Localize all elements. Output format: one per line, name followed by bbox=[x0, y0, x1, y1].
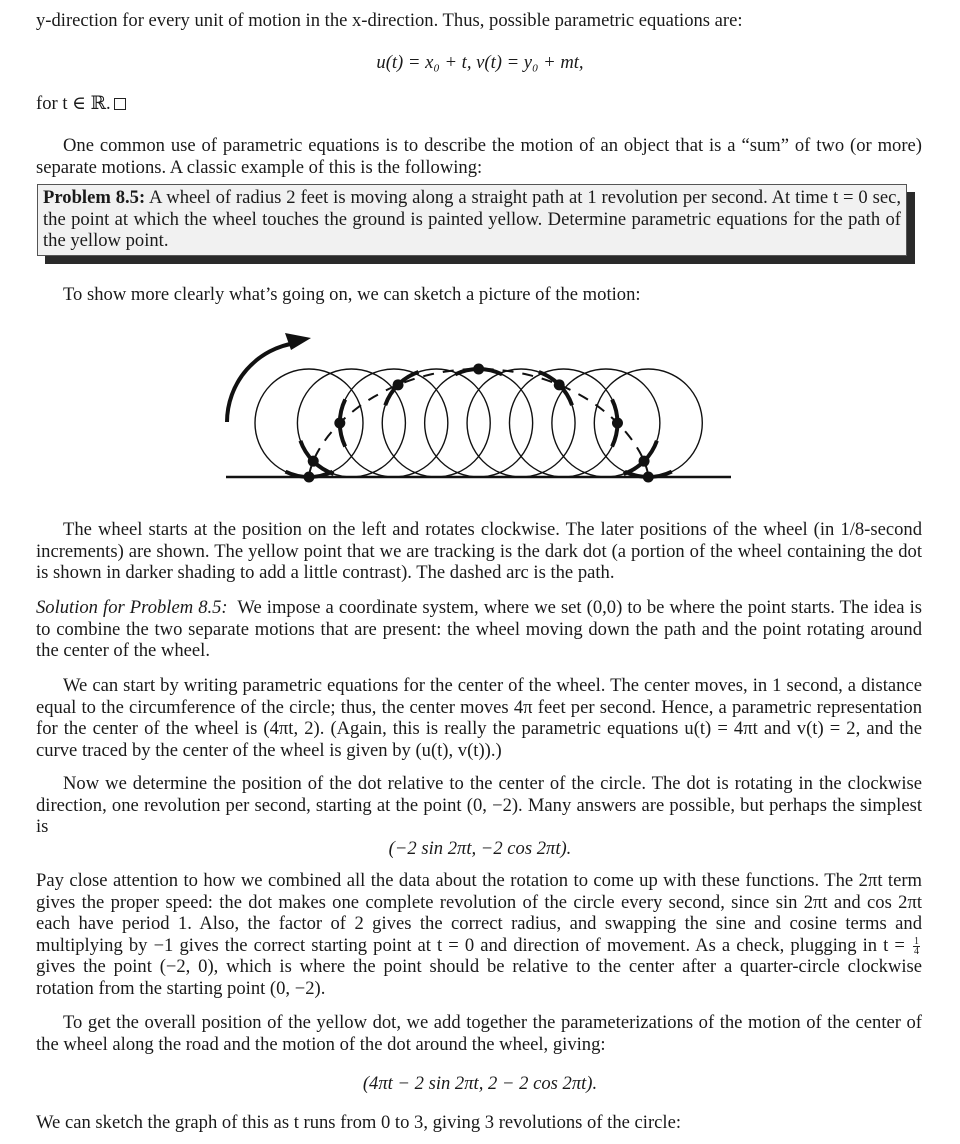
solution-label: Solution for Problem 8.5: bbox=[36, 597, 228, 618]
paragraph-graph-intro: We can sketch the graph of this as t runs from 0 to 3, giving 3 revolutions of the circle: bbox=[36, 1112, 681, 1133]
explanation-text-b: gives the point (−2, 0), which is where the point should be relative to the center after a quarter-circle clockwise rotation from the starting point (0, −2). bbox=[36, 956, 922, 999]
dashed-cycloid-path bbox=[309, 369, 648, 477]
paragraph-intro-line: y-direction for every unit of motion in the x-direction. Thus, possible parametric equations are: bbox=[36, 10, 743, 31]
equation-dot-relative: (−2 sin 2πt, −2 cos 2πt). bbox=[388, 838, 572, 859]
tracked-dot bbox=[643, 472, 654, 483]
explanation-text-a: Pay close attention to how we combined all the data about the rotation to come up with these functions. The 2πt term gives the proper speed: the dot makes one complete revolution of the circle every second, since sin 2πt and cos 2πt each have period 1. Also, the factor of 2 gives the correct radius, and swapping the sine and cosine terms and multiplying by −1 gives the correct starting point at t = 0 and direction of movement. As a check, plugging in t = bbox=[36, 870, 922, 956]
paragraph-dot-relative: Now we determine the position of the dot relative to the center of the circle. The dot is rotating in the clockwise direction, one revolution per second, starting at the point (0, −2). Many answers are possible, but perhaps the simplest is bbox=[36, 773, 922, 838]
fraction-one-quarter bbox=[913, 937, 920, 956]
paragraph-figure-caption: The wheel starts at the position on the left and rotates clockwise. The later positions of the wheel (in 1/8-second increments) are shown. The yellow point that we are tracking is the dark dot (a portion of the wheel containing the dot is shown in darker shading to add a little contrast). The dashed arc is the path. bbox=[36, 519, 922, 584]
paragraph-solution bbox=[36, 597, 922, 662]
paragraph-explanation bbox=[36, 870, 922, 1000]
for-t-text: for t ∈ ℝ. bbox=[36, 93, 111, 114]
problem-text: A wheel of radius 2 feet is moving along a straight path at 1 revolution per second. At time t = 0 sec, the point at which the wheel touches the ground is painted yellow. Determine parametric equations for the path of the yellow point. bbox=[43, 187, 901, 252]
tracked-dot bbox=[304, 472, 315, 483]
wheel-circle bbox=[425, 369, 533, 477]
equation-overall: (4πt − 2 sin 2πt, 2 − 2 cos 2πt). bbox=[362, 1073, 598, 1094]
tracked-dot bbox=[334, 418, 345, 429]
tracked-dot bbox=[473, 364, 484, 375]
solution-text: We impose a coordinate system, where we set (0,0) to be where the point starts. The idea is to combine the two separate motions that are present: the wheel moving down the path and the point rotating around the center of the wheel. bbox=[36, 597, 922, 662]
tracked-dot bbox=[639, 456, 650, 467]
paragraph-overall-position: To get the overall position of the yellow dot, we add together the parameterizations of the motion of the center of the wheel along the road and the motion of the dot around the wheel, giving: bbox=[36, 1012, 922, 1055]
fraction-numerator: 1 bbox=[914, 936, 920, 948]
tracked-dots bbox=[304, 364, 654, 483]
paragraph-sum-motions: One common use of parametric equations is to describe the motion of an object that is a “sum” of two (or more) separate motions. A classic example of this is the following: bbox=[36, 135, 922, 178]
tracked-dot bbox=[612, 418, 623, 429]
tracked-dot bbox=[393, 379, 404, 390]
arrow-head-icon bbox=[285, 333, 311, 350]
paragraph-sketch-intro: To show more clearly what’s going on, we can sketch a picture of the motion: bbox=[63, 284, 641, 305]
wheel-circles bbox=[255, 369, 702, 477]
tracked-dot bbox=[554, 379, 565, 390]
problem-label: Problem 8.5: bbox=[43, 187, 146, 208]
tracked-dot bbox=[308, 456, 319, 467]
equation-line-param: u(t) = x₀ + t, v(t) = y₀ + mt, bbox=[376, 52, 584, 73]
clockwise-arrow-icon bbox=[227, 343, 296, 422]
fraction-denominator: 4 bbox=[914, 946, 920, 958]
paragraph-center-motion: We can start by writing parametric equations for the center of the wheel. The center moves, in 1 second, a distance equal to the circumference of the circle; thus, the center moves 4π feet per second. Hence, a parametric representation for the center of the wheel is (4πt, 2). (Again, this is really the parametric equations u(t) = 4πt and v(t) = 2, and the curve traced by the center of the wheel is given by (u(t), v(t)).) bbox=[36, 675, 922, 761]
